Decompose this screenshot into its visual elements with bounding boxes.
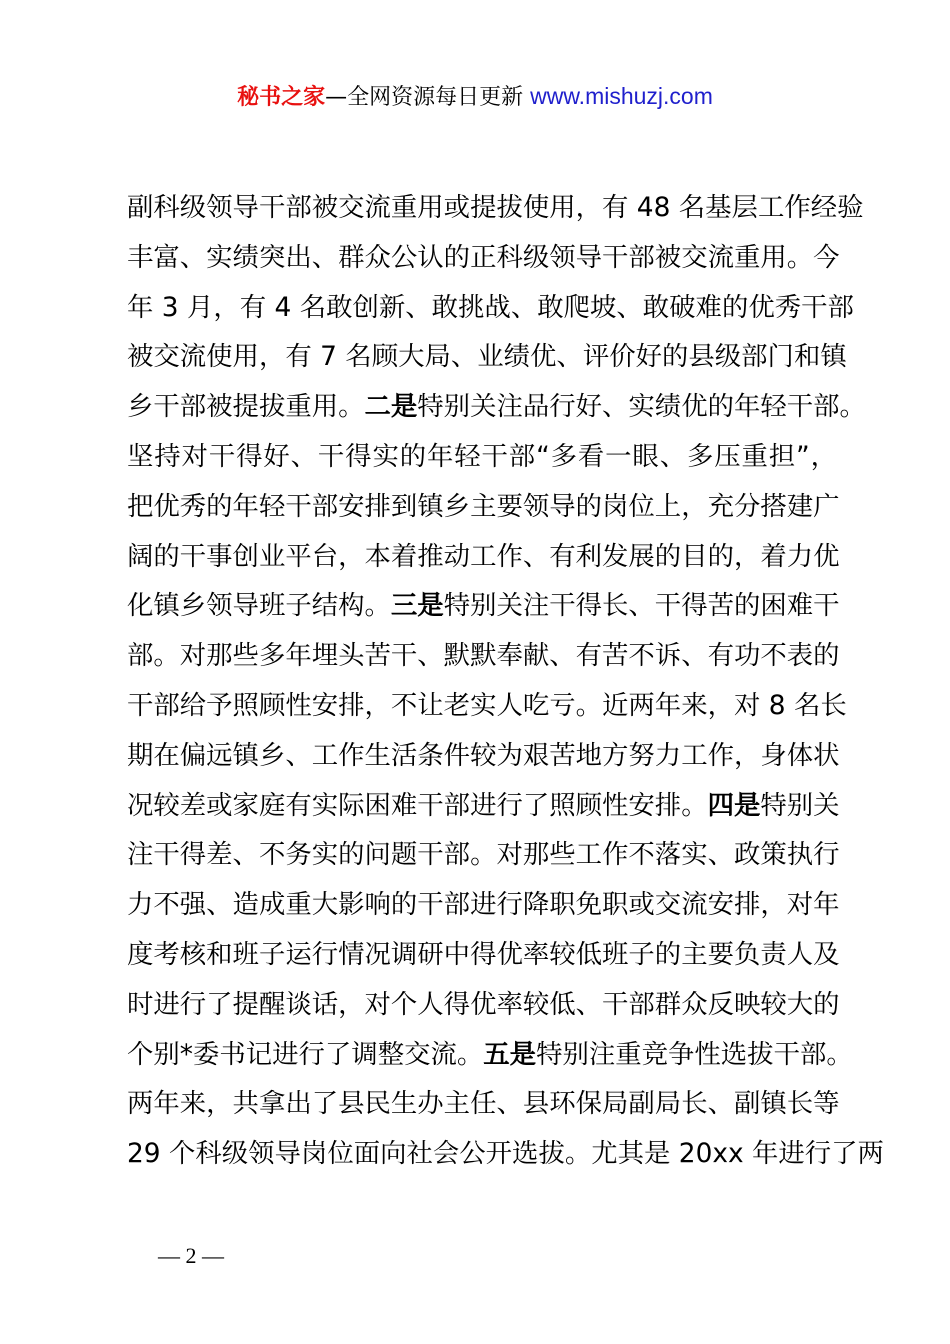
text-line: 时进行了提醒谈话，对个人得优率较低、干部群众反映较大的 bbox=[127, 988, 840, 1020]
text-run: 个别*委书记进行了调整交流。 bbox=[127, 1038, 484, 1070]
document-body bbox=[127, 183, 884, 1179]
text-line: 期在偏远镇乡、工作生活条件较为艰苦地方努力工作，身体状 bbox=[127, 739, 840, 771]
text-line: 把优秀的年轻干部安排到镇乡主要领导的岗位上，充分搭建广 bbox=[127, 490, 840, 522]
text-line: 部。对那些多年埋头苦干、默默奉献、有苦不诉、有功不表的 bbox=[127, 640, 840, 672]
text-run: 况较差或家庭有实际困难干部进行了照顾性安排。 bbox=[127, 789, 708, 821]
text-line: 注干得差、不务实的问题干部。对那些工作不落实、政策执行 bbox=[127, 839, 840, 871]
text-line: 两年来，共拿出了县民生办主任、县环保局副局长、副镇长等 bbox=[127, 1088, 840, 1120]
text-run: 乡干部被提拔重用。 bbox=[127, 391, 365, 423]
site-slogan: —全网资源每日更新 bbox=[325, 85, 524, 110]
point-marker-3: 三是 bbox=[390, 590, 444, 622]
site-brand: 秘书之家 bbox=[237, 85, 326, 110]
text-run: 特别关注品行好、实绩优的年轻干部。 bbox=[417, 391, 866, 423]
text-line bbox=[127, 1030, 853, 1080]
text-line bbox=[127, 382, 866, 432]
text-line: 阔的干事创业平台，本着推动工作、有利发展的目的，着力优 bbox=[127, 540, 840, 572]
point-marker-4: 四是 bbox=[707, 789, 761, 821]
text-line: 力不强、造成重大影响的干部进行降职免职或交流安排，对年 bbox=[127, 889, 840, 921]
text-line: 被交流使用，有 7 名顾大局、业绩优、评价好的县级部门和镇 bbox=[127, 341, 847, 373]
text-run: 特别注重竞争性选拔干部。 bbox=[536, 1038, 853, 1070]
text-line: 29 个科级领导岗位面向社会公开选拔。尤其是 20xx 年进行了两 bbox=[127, 1138, 884, 1170]
text-run: 特别关 bbox=[760, 789, 840, 821]
point-marker-2: 二是 bbox=[364, 391, 418, 423]
text-line: 丰富、实绩突出、群众公认的正科级领导干部被交流重用。今 bbox=[127, 241, 840, 273]
text-line: 年 3 月，有 4 名敢创新、敢挑战、敢爬坡、敢破难的优秀干部 bbox=[127, 291, 854, 323]
text-line: 干部给予照顾性安排，不让老实人吃亏。近两年来，对 8 名长 bbox=[127, 689, 847, 721]
text-line bbox=[127, 581, 840, 631]
site-header bbox=[0, 80, 950, 114]
text-line bbox=[127, 781, 840, 831]
point-marker-5: 五是 bbox=[483, 1038, 537, 1070]
text-run: 特别关注干得长、干得苦的困难干 bbox=[443, 590, 840, 622]
text-run: 化镇乡领导班子结构。 bbox=[127, 590, 391, 622]
text-line: 度考核和班子运行情况调研中得优率较低班子的主要负责人及 bbox=[127, 938, 840, 970]
page-number: — 2 — bbox=[158, 1243, 224, 1268]
site-url-link[interactable]: www.mishuzj.com bbox=[530, 83, 713, 109]
text-line: 坚持对干得好、干得实的年轻干部“多看一眼、多压重担”， bbox=[127, 440, 837, 472]
text-line: 副科级领导干部被交流重用或提拔使用，有 48 名基层工作经验 bbox=[127, 192, 864, 223]
